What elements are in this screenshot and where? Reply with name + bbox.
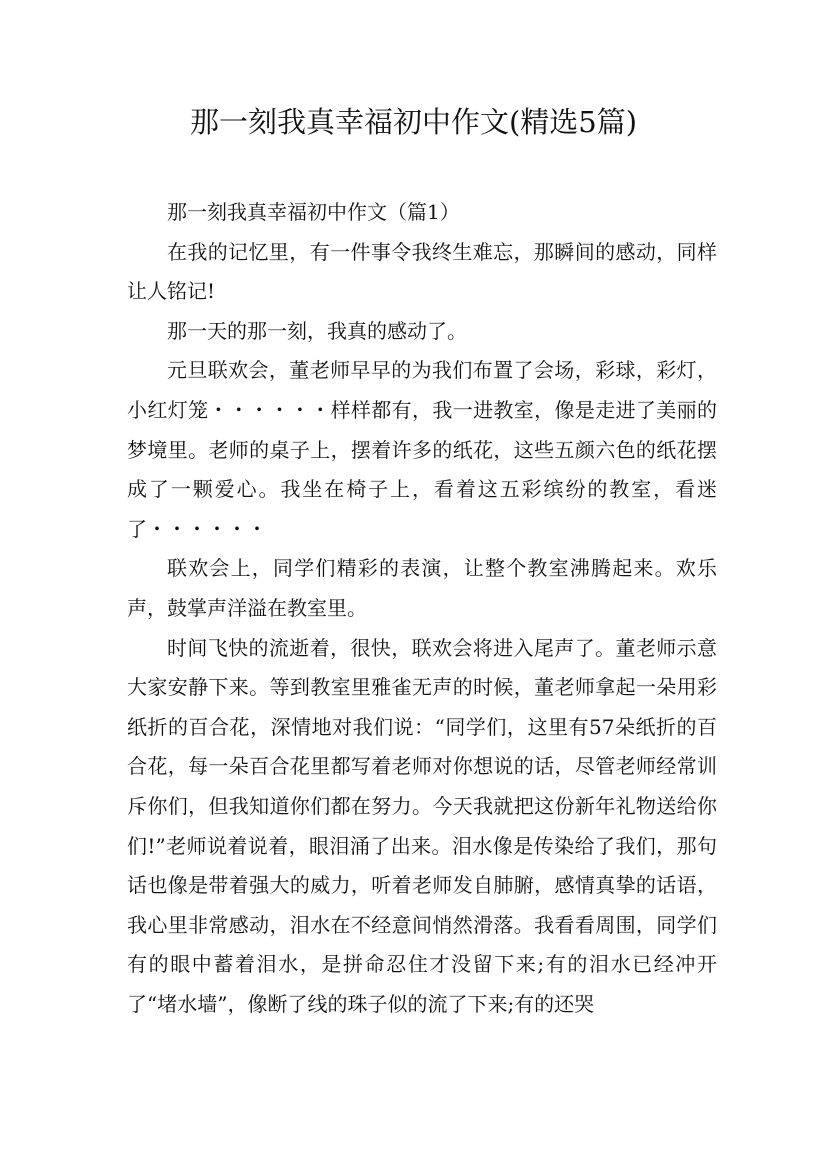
paragraph: 元旦联欢会，董老师早早的为我们布置了会场，彩球，彩灯，小红灯笼・・・・・・样样都有，我一进教室，像是走进了美丽的梦境里。老师的桌子上，摆着许多的纸花，这些五颜六色的纸花摆成了一颗爱心。我坐在椅子上，看着这五彩缤纷的教室，看迷了・・・・・・	[127, 358, 717, 541]
paragraph: 那一天的那一刻，我真的感动了。	[167, 318, 467, 343]
paragraph: 联欢会上，同学们精彩的表演，让整个教室沸腾起来。欢乐声，鼓掌声洋溢在教室里。	[127, 556, 717, 620]
paragraph: 时间飞快的流逝着，很快，联欢会将进入尾声了。董老师示意大家安静下来。等到教室里雅雀无声的时候，董老师拿起一朵用彩纸折的百合花，深情地对我们说：“同学们，这里有57朵纸折的百合花，每一朵百合花里都写着老师对你想说的话，尽管老师经常训斥你们，但我知道你们都在努力。今天我就把这份新年礼物送给你们!”老师说着说着，眼泪涌了出来。泪水像是传染给了我们，那句话也像是带着强大的威力，听着老师发自肺腑，感情真挚的话语，我心里非常感动，泪水在不经意间悄然滑落。我看看周围，同学们有的眼中蓄着泪水，是拼命忍住才没留下来;有的泪水已经冲开了“堵水墙”，像断了线的珠子似的流了下来;有的还哭	[127, 635, 717, 1016]
document-title: 那一刻我真幸福初中作文(精选5篇)	[189, 105, 638, 139]
paragraph: 在我的记忆里，有一件事令我终生难忘，那瞬间的感动，同样让人铭记!	[127, 239, 717, 304]
section-heading: 那一刻我真幸福初中作文（篇1）	[167, 200, 460, 224]
document-body	[127, 193, 717, 1024]
